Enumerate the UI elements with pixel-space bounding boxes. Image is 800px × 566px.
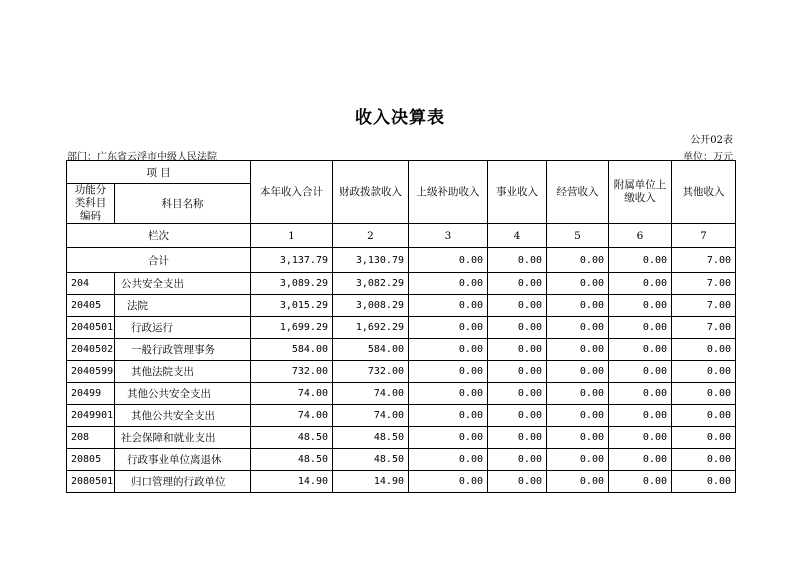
subject-name: 社会保障和就业支出	[115, 427, 251, 449]
table-row	[67, 317, 736, 339]
func-code: 20499	[67, 383, 115, 405]
header-column: 本年收入合计	[251, 161, 333, 224]
subject-name: 公共安全支出	[115, 273, 251, 295]
func-code: 20405	[67, 295, 115, 317]
amount-cell: 0.00	[409, 295, 488, 317]
amount-cell: 48.50	[333, 449, 409, 471]
unit-label: 单位：万元	[683, 152, 733, 163]
table-row	[67, 295, 736, 317]
total-value: 0.00	[609, 248, 672, 273]
func-code: 2040502	[67, 339, 115, 361]
amount-cell: 0.00	[488, 339, 547, 361]
table-row	[67, 471, 736, 493]
amount-cell: 0.00	[672, 449, 736, 471]
func-code: 2040501	[67, 317, 115, 339]
table-row	[67, 273, 736, 295]
amount-cell: 0.00	[547, 339, 609, 361]
subject-name: 其他公共安全支出	[115, 383, 251, 405]
total-label: 合计	[67, 248, 251, 273]
header-column: 财政拨款收入	[333, 161, 409, 224]
header-column: 其他收入	[672, 161, 736, 224]
amount-cell: 0.00	[409, 471, 488, 493]
total-row	[67, 248, 736, 273]
amount-cell: 0.00	[609, 339, 672, 361]
amount-cell: 0.00	[547, 295, 609, 317]
amount-cell: 0.00	[547, 449, 609, 471]
func-code: 208	[67, 427, 115, 449]
total-value: 0.00	[409, 248, 488, 273]
func-code: 20805	[67, 449, 115, 471]
total-value: 3,130.79	[333, 248, 409, 273]
department-label: 部门：广东省云浮市中级人民法院	[67, 152, 217, 163]
amount-cell: 48.50	[251, 449, 333, 471]
income-final-accounts-table	[66, 160, 736, 493]
amount-cell: 0.00	[672, 427, 736, 449]
amount-cell: 0.00	[409, 383, 488, 405]
subject-name: 行政运行	[115, 317, 251, 339]
amount-cell: 0.00	[547, 317, 609, 339]
column-index: 2	[333, 224, 409, 248]
amount-cell: 0.00	[609, 383, 672, 405]
amount-cell: 1,699.29	[251, 317, 333, 339]
amount-cell: 48.50	[333, 427, 409, 449]
amount-cell: 0.00	[488, 295, 547, 317]
amount-cell: 0.00	[609, 449, 672, 471]
amount-cell: 3,015.29	[251, 295, 333, 317]
amount-cell: 0.00	[488, 471, 547, 493]
column-index: 3	[409, 224, 488, 248]
total-value: 7.00	[672, 248, 736, 273]
amount-cell: 0.00	[488, 273, 547, 295]
amount-cell: 0.00	[609, 361, 672, 383]
subject-name: 归口管理的行政单位	[115, 471, 251, 493]
amount-cell: 1,692.29	[333, 317, 409, 339]
header-column: 经营收入	[547, 161, 609, 224]
header-subject-name: 科目名称	[115, 184, 251, 224]
amount-cell: 14.90	[251, 471, 333, 493]
amount-cell: 0.00	[672, 361, 736, 383]
amount-cell: 0.00	[547, 361, 609, 383]
amount-cell: 0.00	[609, 273, 672, 295]
subject-name: 法院	[115, 295, 251, 317]
header-column: 事业收入	[488, 161, 547, 224]
amount-cell: 732.00	[251, 361, 333, 383]
amount-cell: 74.00	[251, 405, 333, 427]
amount-cell: 732.00	[333, 361, 409, 383]
amount-cell: 3,082.29	[333, 273, 409, 295]
amount-cell: 0.00	[547, 273, 609, 295]
amount-cell: 0.00	[488, 449, 547, 471]
column-index: 7	[672, 224, 736, 248]
amount-cell: 74.00	[333, 383, 409, 405]
table-row	[67, 361, 736, 383]
column-index: 5	[547, 224, 609, 248]
amount-cell: 48.50	[251, 427, 333, 449]
header-item-group: 项 目	[67, 161, 251, 184]
func-code: 2040599	[67, 361, 115, 383]
amount-cell: 0.00	[409, 449, 488, 471]
amount-cell: 0.00	[488, 317, 547, 339]
amount-cell: 0.00	[609, 427, 672, 449]
amount-cell: 584.00	[251, 339, 333, 361]
amount-cell: 0.00	[409, 427, 488, 449]
table-row	[67, 383, 736, 405]
amount-cell: 0.00	[672, 339, 736, 361]
amount-cell: 0.00	[547, 383, 609, 405]
amount-cell: 0.00	[409, 405, 488, 427]
amount-cell: 0.00	[488, 405, 547, 427]
column-index: 6	[609, 224, 672, 248]
subject-name: 一般行政管理事务	[115, 339, 251, 361]
row-index-label: 栏次	[67, 224, 251, 248]
amount-cell: 0.00	[609, 471, 672, 493]
amount-cell: 0.00	[547, 427, 609, 449]
amount-cell: 7.00	[672, 295, 736, 317]
page-title: 收入决算表	[355, 108, 445, 128]
amount-cell: 0.00	[547, 471, 609, 493]
amount-cell: 0.00	[609, 295, 672, 317]
header-column: 上级补助收入	[409, 161, 488, 224]
header-func-code: 功能分类科目编码	[67, 184, 115, 224]
subject-name: 其他法院支出	[115, 361, 251, 383]
func-code: 204	[67, 273, 115, 295]
column-index: 4	[488, 224, 547, 248]
amount-cell: 584.00	[333, 339, 409, 361]
amount-cell: 0.00	[609, 405, 672, 427]
func-code: 2080501	[67, 471, 115, 493]
table-row	[67, 427, 736, 449]
amount-cell: 3,008.29	[333, 295, 409, 317]
subject-name: 其他公共安全支出	[115, 405, 251, 427]
amount-cell: 0.00	[488, 361, 547, 383]
form-number: 公开02表	[690, 135, 733, 146]
amount-cell: 0.00	[609, 317, 672, 339]
amount-cell: 0.00	[409, 317, 488, 339]
total-value: 0.00	[547, 248, 609, 273]
amount-cell: 7.00	[672, 273, 736, 295]
amount-cell: 14.90	[333, 471, 409, 493]
amount-cell: 3,089.29	[251, 273, 333, 295]
table-row	[67, 339, 736, 361]
amount-cell: 0.00	[409, 361, 488, 383]
amount-cell: 0.00	[488, 383, 547, 405]
total-value: 3,137.79	[251, 248, 333, 273]
amount-cell: 74.00	[333, 405, 409, 427]
table-row	[67, 449, 736, 471]
amount-cell: 0.00	[547, 405, 609, 427]
amount-cell: 0.00	[409, 273, 488, 295]
amount-cell: 0.00	[672, 383, 736, 405]
func-code: 2049901	[67, 405, 115, 427]
amount-cell: 74.00	[251, 383, 333, 405]
amount-cell: 0.00	[672, 471, 736, 493]
subject-name: 行政事业单位离退休	[115, 449, 251, 471]
amount-cell: 0.00	[409, 339, 488, 361]
column-index: 1	[251, 224, 333, 248]
total-value: 0.00	[488, 248, 547, 273]
header-column: 附属单位上缴收入	[609, 161, 672, 224]
amount-cell: 7.00	[672, 317, 736, 339]
table-row	[67, 405, 736, 427]
amount-cell: 0.00	[672, 405, 736, 427]
amount-cell: 0.00	[488, 427, 547, 449]
